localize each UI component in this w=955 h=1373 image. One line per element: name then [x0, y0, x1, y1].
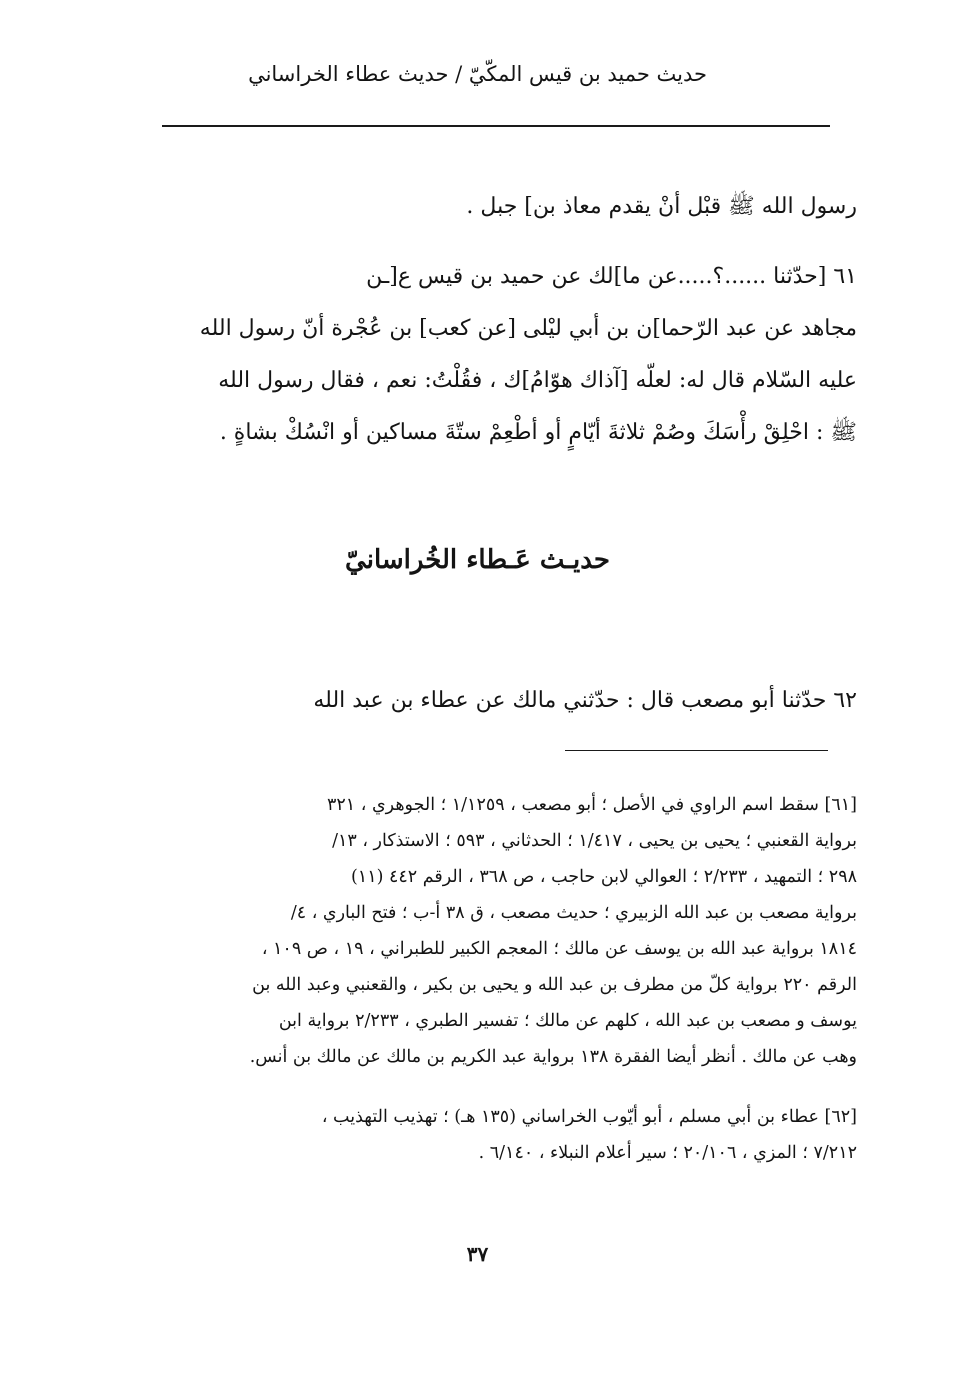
footnote-61-line: وهب عن مالك . أنظر أيضا الفقرة ١٣٨ برواية عبد الكريم بن مالك عن مالك بن أنس. — [249, 1047, 857, 1067]
hadith-61-line: ٦١ [حدّثنا ......؟.....عن ما]لك عن حميد بن قيس ع[ـن — [366, 264, 857, 289]
footnote-61-line: يوسف و مصعب بن عبد الله ، كلهم عن مالك ؛ تفسير الطبري ، ٢/٢٣٣ برواية ابن — [278, 1011, 857, 1031]
footnote-rule — [565, 750, 828, 751]
footnote-61-line: الرقم ٢٢٠ برواية كلّ من مطرف بن عبد الله و يحيى بن بكير ، والقعنبي وعبد الله بن — [252, 975, 857, 995]
body-line: عليه السّلام قال له: لعلّه [آذاك هوّامُ]ك ، فقُلْتُ: نعم ، فقال رسول الله — [218, 368, 857, 393]
footnote-61-line: ٢٩٨ ؛ التمهيد ، ٢/٢٣٣ ؛ العوالي لابن حاجب ، ص ٣٦٨ ، الرقم ٤٤٢ (١١) — [350, 867, 857, 887]
body-line: مجاهد عن عبد الرّحما]ن بن أبي ليْلى [عن كعب] بن عُجْرة أنّ رسول الله — [199, 316, 857, 341]
footnote-61-line: برواية مصعب بن عبد الله الزبيري ؛ حديث مصعب ، ق ٣٨ أ-ب ؛ فتح الباري ، ٤/ — [290, 903, 857, 923]
footnote-62-line: ٧/٢١٢ ؛ المزي ، ٢٠/١٠٦ ؛ سير أعلام النبلاء ، ٦/١٤٠ . — [478, 1143, 857, 1163]
running-header: حديث حميد بن قيس المكّيّ / حديث عطاء الخراساني — [248, 62, 707, 86]
body-line: ﷺ : احْلِقْ رأْسَكَ وصُمْ ثلاثةَ أيّامٍ أو أطْعِمْ ستّةَ مساكين أو انْسُكْ بشاةٍ . — [219, 420, 857, 445]
section-title: حديـث عَـطاء الخُراسانيّ — [345, 545, 610, 575]
footnote-61-line: برواية القعنبي ؛ يحيى بن يحيى ، ١/٤١٧ ؛ الحدثاني ، ٥٩٣ ؛ الاستذكار ، ١٣/ — [332, 831, 857, 851]
hadith-62-line: ٦٢ حدّثنا أبو مصعب قال : حدّثني مالك عن عطاء بن عبد الله — [313, 688, 857, 713]
footnote-61-line: [٦١] سقط اسم الراوي في الأصل ؛ أبو مصعب ، ١/١٢٥٩ ؛ الجوهري ، ٣٢١ — [326, 795, 857, 815]
header-rule — [162, 125, 830, 127]
body-line: رسول الله ﷺ قبْل أنْ يقدم معاذ بن] جبل . — [466, 194, 857, 219]
footnote-61-line: ١٨١٤ برواية عبد الله بن يوسف عن مالك ؛ المعجم الكبير للطبراني ، ١٩ ، ص ١٠٩ ، — [261, 939, 857, 959]
page-number: ٣٧ — [466, 1242, 489, 1266]
footnote-62-line: [٦٢] عطاء بن أبي مسلم ، أبو أيّوب الخراساني (١٣٥ هـ) ؛ تهذيب التهذيب ، — [321, 1107, 857, 1127]
